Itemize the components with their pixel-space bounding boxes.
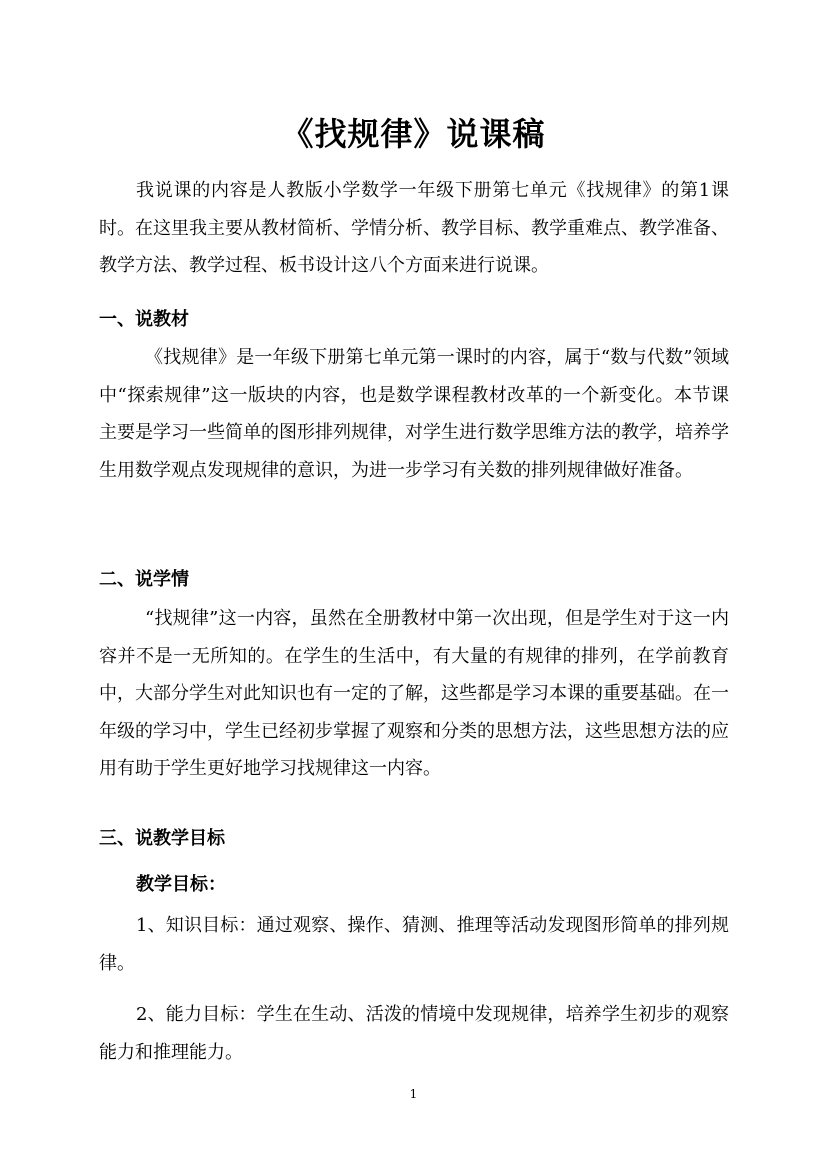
section-paragraph-textbook: 《找规律》是一年级下册第七单元第一课时的内容，属于“数与代数”领域中“探索规律”这一版块的内容，也是数学课程教材改革的一个新变化。本节课主要是学习一些简单的图形排列规律，对学生进行数学思维方法的教学，培养学生用数学观点发现规律的意识，为进一步学习有关数的排列规律做好准备。 bbox=[99, 347, 729, 481]
objectives-subheading: 教学目标： bbox=[136, 874, 226, 895]
section-paragraph-students: “找规律”这一内容，虽然在全册教材中第一次出现，但是学生对于这一内容并不是一无所知的。在学生的生活中，有大量的有规律的排列，在学前教育中，大部分学生对此知识也有一定的了解，这些都是学习本课的重要基础。在一年级的学习中，学生已经初步掌握了观察和分类的思想方法，这些思想方法的应用有助于学生更好地学习找规律这一内容。 bbox=[99, 608, 729, 779]
section-heading-objectives: 三、说教学目标 bbox=[99, 828, 225, 849]
page-number: 1 bbox=[409, 1087, 418, 1101]
section-heading-textbook: 一、说教材 bbox=[99, 309, 189, 330]
objective-item: 2、能力目标：学生在生动、活泼的情境中发现规律，培养学生初步的观察能力和推理能力。 bbox=[99, 1004, 729, 1063]
intro-paragraph: 我说课的内容是人教版小学数学一年级下册第七单元《找规律》的第1课时。在这里我主要从教材简析、学情分析、教学目标、教学重难点、教学准备、教学方法、教学过程、板书设计这八个方面来进行说课。 bbox=[99, 180, 729, 276]
objective-item: 1、知识目标：通过观察、操作、猜测、推理等活动发现图形简单的排列规律。 bbox=[99, 915, 729, 974]
page-title: 《找规律》说课稿 bbox=[281, 115, 546, 153]
section-heading-students: 二、说学情 bbox=[99, 569, 189, 590]
